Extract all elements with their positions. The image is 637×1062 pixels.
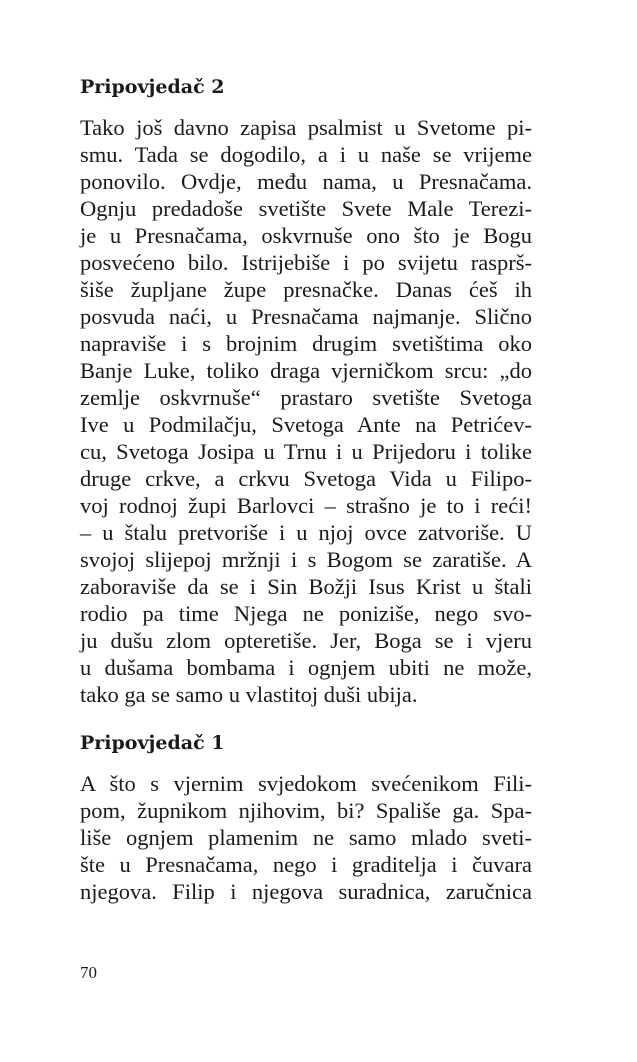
text-line: je u Presnačama, oskvrnuše ono što je Bogu [80,223,532,248]
text-line: šiše župljane župe presnačke. Danas ćeš ih [80,277,532,302]
text-line: posvuda naći, u Presnačama najmanje. Slično [80,304,532,329]
text-line: liše ognjem plamenim ne samo mlado sveti- [80,825,532,850]
page-number: 70 [80,963,97,982]
text-line: šte u Presnačama, nego i graditelja i čuvara [80,852,532,877]
section-narrator-1 [80,728,532,905]
page-content [80,72,532,905]
text-line: zaboraviše da se i Sin Božji Isus Krist u štali [80,574,532,599]
text-line: voj rodnoj župi Barlovci – strašno je to i reći! [80,493,532,518]
text-line: zemlje oskvrnuše“ prastaro svetište Svetoga [80,385,532,410]
text-line: Tako još davno zapisa psalmist u Svetome pi- [80,115,532,140]
text-line: u dušama bombama i ognjem ubiti ne može, [80,655,532,680]
text-line: – u štalu pretvoriše i u njoj ovce zatvoriše. U [80,520,532,545]
section-narrator-2 [80,72,532,708]
text-line: svojoj slijepoj mržnji i s Bogom se zaratiše. A [80,547,532,572]
text-line: posvećeno bilo. Istrijebiše i po svijetu rasprš- [80,250,532,275]
text-line: ponovilo. Ovdje, među nama, u Presnačama. [80,169,532,194]
section-paragraph [80,770,532,905]
text-line: rodio pa time Njega ne poniziše, nego svo- [80,601,532,626]
text-line: njegova. Filip i njegova suradnica, zaručnica [80,879,532,904]
text-line: ju dušu zlom opteretiše. Jer, Boga se i vjeru [80,628,532,653]
text-line: A što s vjernim svjedokom svećenikom Fili- [80,771,532,796]
text-line: druge crkve, a crkvu Svetoga Vida u Filipo- [80,466,532,491]
section-paragraph [80,114,532,708]
section-gap [80,708,532,728]
section-heading: Pripovjedač 1 [80,732,225,754]
text-line: Banje Luke, toliko draga vjerničkom srcu: „do [80,358,532,383]
section-heading: Pripovjedač 2 [80,76,225,98]
text-line: Ive u Podmilačju, Svetoga Ante na Petrićev- [80,412,532,437]
text-line: smu. Tada se dogodilo, a i u naše se vrijeme [80,142,532,167]
text-line: Ognju predadoše svetište Svete Male Terezi- [80,196,532,221]
text-line: cu, Svetoga Josipa u Trnu i u Prijedoru i tolike [80,439,532,464]
text-line: napraviše i s brojnim drugim svetištima oko [80,331,532,356]
text-line: tako ga se samo u vlastitoj duši ubija. [80,682,418,707]
text-line: pom, župnikom njihovim, bi? Spališe ga. Spa- [80,798,532,823]
